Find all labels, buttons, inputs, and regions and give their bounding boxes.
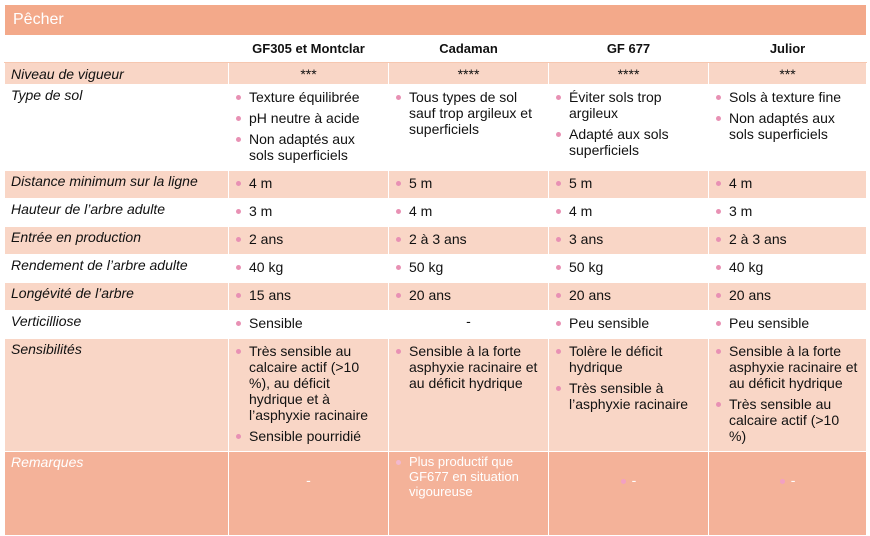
header-julior: Julior <box>709 36 867 63</box>
table-cell <box>389 311 549 339</box>
row-label: Sensibilités <box>5 339 229 452</box>
list-item: Très sensible au calcaire actif (>10 %), au déficit hydrique et à l’asphyxie racinaire <box>235 343 382 423</box>
cell-list <box>395 287 542 303</box>
table-cell <box>389 85 549 171</box>
remark-text: - <box>790 472 796 488</box>
remark-text: - <box>306 472 311 488</box>
cell-list <box>395 259 542 275</box>
table-cell <box>389 283 549 311</box>
cell-list <box>555 89 702 158</box>
cell-list <box>555 175 702 191</box>
cell-list <box>235 315 382 331</box>
cell-list <box>715 231 860 247</box>
list-item: 40 kg <box>235 259 382 275</box>
header-gf677: GF 677 <box>549 36 709 63</box>
remarks-cell <box>549 452 709 536</box>
cell-list <box>235 259 382 275</box>
table-row <box>5 199 867 227</box>
list-item: Non adaptés aux sols superficiels <box>235 131 382 163</box>
table-cell <box>389 171 549 199</box>
list-item: Sensible <box>235 315 382 331</box>
cell-list <box>235 287 382 303</box>
list-item: 20 ans <box>715 287 860 303</box>
table-cell <box>709 171 867 199</box>
remark-text: Plus productif que GF677 en situation vigoureuse <box>395 454 542 499</box>
bullet-dot-icon <box>780 479 785 484</box>
row-label: Niveau de vigueur <box>5 63 229 85</box>
list-item: 3 m <box>235 203 382 219</box>
row-label: Type de sol <box>5 85 229 171</box>
table-cell <box>549 339 709 452</box>
table-row <box>5 227 867 255</box>
cell-list <box>395 203 542 219</box>
row-label: Longévité de l’arbre <box>5 283 229 311</box>
list-item: 20 ans <box>555 287 702 303</box>
table-cell <box>229 339 389 452</box>
header-row <box>5 36 867 63</box>
table-cell <box>709 227 867 255</box>
table-cell <box>229 255 389 283</box>
list-item: 3 ans <box>555 231 702 247</box>
header-gf305: GF305 et Montclar <box>229 36 389 63</box>
list-item: 50 kg <box>555 259 702 275</box>
table-cell <box>389 227 549 255</box>
list-item: 40 kg <box>715 259 860 275</box>
table-cell <box>229 63 389 85</box>
list-item: Peu sensible <box>715 315 860 331</box>
row-label: Hauteur de l’arbre adulte <box>5 199 229 227</box>
cell-list <box>235 175 382 191</box>
row-label: Remarques <box>5 452 229 536</box>
table-cell <box>709 311 867 339</box>
remark-text: - <box>631 472 637 488</box>
list-item: 2 à 3 ans <box>715 231 860 247</box>
table-row <box>5 85 867 171</box>
cell-list <box>235 89 382 163</box>
row-label: Entrée en production <box>5 227 229 255</box>
bullet-dot-icon <box>621 479 626 484</box>
cell-list <box>395 175 542 191</box>
remarks-cell <box>389 452 549 536</box>
table-cell <box>229 311 389 339</box>
rootstock-table <box>4 4 867 536</box>
table-cell <box>549 227 709 255</box>
cell-value: **** <box>617 65 640 82</box>
table-row <box>5 283 867 311</box>
table-cell <box>229 283 389 311</box>
list-item: 5 m <box>395 175 542 191</box>
list-item: pH neutre à acide <box>235 110 382 126</box>
cell-value: *** <box>300 65 317 82</box>
table-cell <box>709 283 867 311</box>
table-cell <box>709 85 867 171</box>
table-cell <box>389 255 549 283</box>
list-item: Texture équilibrée <box>235 89 382 105</box>
list-item: 4 m <box>555 203 702 219</box>
table-row <box>5 311 867 339</box>
header-empty <box>5 36 229 63</box>
cell-list <box>715 343 860 444</box>
cell-list <box>235 343 382 444</box>
row-label: Verticilliose <box>5 311 229 339</box>
title-row <box>5 5 867 36</box>
table-cell <box>549 283 709 311</box>
list-item: 50 kg <box>395 259 542 275</box>
cell-value: **** <box>457 65 480 82</box>
remarks-cell <box>709 452 867 536</box>
cell-list <box>555 287 702 303</box>
table-cell <box>549 199 709 227</box>
list-item: Sensible pourridié <box>235 428 382 444</box>
cell-list <box>715 175 860 191</box>
cell-list <box>715 203 860 219</box>
list-item: Non adaptés aux sols superficiels <box>715 110 860 142</box>
header-cadaman: Cadaman <box>389 36 549 63</box>
table-cell <box>229 171 389 199</box>
table-row <box>5 63 867 85</box>
table-cell <box>549 171 709 199</box>
list-item: 5 m <box>555 175 702 191</box>
table-row <box>5 339 867 452</box>
table-row <box>5 171 867 199</box>
table-cell <box>229 227 389 255</box>
table-cell <box>229 85 389 171</box>
list-item: Éviter sols trop argileux <box>555 89 702 121</box>
table-row <box>5 255 867 283</box>
list-item: 15 ans <box>235 287 382 303</box>
cell-list <box>395 89 542 137</box>
table-cell <box>709 339 867 452</box>
table-cell <box>549 255 709 283</box>
list-item: 4 m <box>395 203 542 219</box>
table-cell <box>709 255 867 283</box>
table-cell <box>549 85 709 171</box>
list-item: Tous types de sol sauf trop argileux et superficiels <box>395 89 542 137</box>
list-item: Très sensible au calcaire actif (>10 %) <box>715 396 860 444</box>
cell-list <box>395 343 542 391</box>
list-item: 20 ans <box>395 287 542 303</box>
list-item: Adapté aux sols superficiels <box>555 126 702 158</box>
list-item: 2 à 3 ans <box>395 231 542 247</box>
table-cell <box>389 199 549 227</box>
list-item: Sensible à la forte asphyxie racinaire et au déficit hydrique <box>395 343 542 391</box>
table-cell <box>389 63 549 85</box>
table-cell <box>709 63 867 85</box>
table-cell <box>389 339 549 452</box>
list-item: 3 m <box>715 203 860 219</box>
row-label: Distance minimum sur la ligne <box>5 171 229 199</box>
cell-list <box>715 315 860 331</box>
table-title: Pêcher <box>5 5 867 36</box>
table-cell <box>709 199 867 227</box>
remarks-row <box>5 452 867 536</box>
cell-list <box>235 203 382 219</box>
cell-value: - <box>466 313 471 329</box>
row-label: Rendement de l’arbre adulte <box>5 255 229 283</box>
cell-list <box>555 343 702 412</box>
remarks-cell <box>229 452 389 536</box>
cell-list <box>235 231 382 247</box>
table-cell <box>549 311 709 339</box>
list-item: Très sensible à l’asphyxie racinaire <box>555 380 702 412</box>
list-item: Tolère le déficit hydrique <box>555 343 702 375</box>
cell-list <box>555 315 702 331</box>
list-item: 4 m <box>235 175 382 191</box>
table-body <box>5 5 867 536</box>
cell-list <box>555 231 702 247</box>
cell-list <box>395 231 542 247</box>
table-cell <box>549 63 709 85</box>
list-item: 4 m <box>715 175 860 191</box>
cell-list <box>715 259 860 275</box>
list-item: Peu sensible <box>555 315 702 331</box>
cell-list <box>555 203 702 219</box>
table-cell <box>229 199 389 227</box>
cell-list <box>715 287 860 303</box>
list-item: Sols à texture fine <box>715 89 860 105</box>
list-item: Sensible à la forte asphyxie racinaire et au déficit hydrique <box>715 343 860 391</box>
list-item: 2 ans <box>235 231 382 247</box>
cell-value: *** <box>779 65 796 82</box>
cell-list <box>555 259 702 275</box>
cell-list <box>715 89 860 142</box>
